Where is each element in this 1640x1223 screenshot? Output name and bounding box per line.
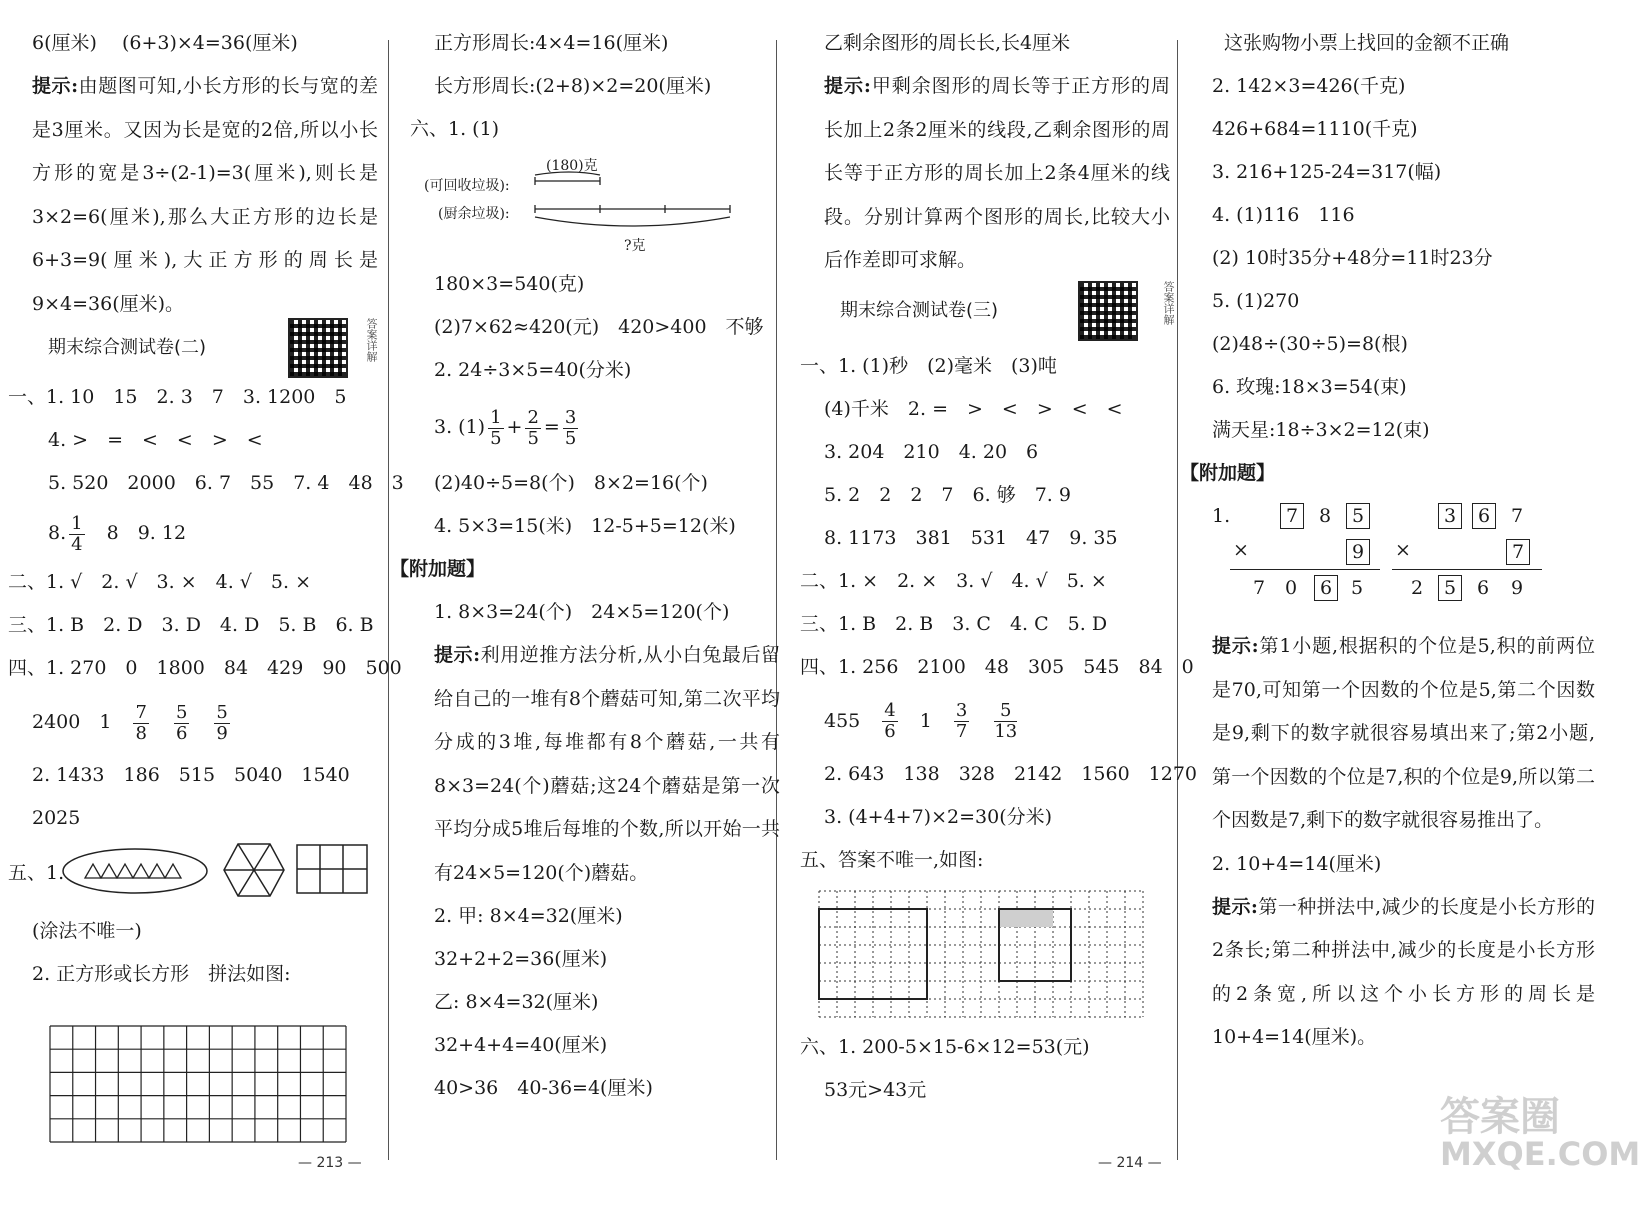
page-number-left: — 213 —: [298, 1155, 362, 1171]
fraction: $\frac{5}{6}$: [175, 701, 188, 744]
hint-paragraph: 提示:利用逆推方法分析,从小白兔最后留给自己的一堆有8个蘑菇可知,第二次平均分成的3堆,每堆都有8个蘑菇,一共有8×3=24(个)蘑菇;这24个蘑菇是第一次平均分成5堆后每堆的个数,所以开始一共有24×5=120(个)蘑菇。: [434, 644, 780, 884]
diagram-label-top: (180)克: [546, 158, 598, 174]
section-heading: 【附加题】: [1180, 462, 1276, 484]
grid-rectangle-figure: [296, 844, 368, 896]
test-section-header: [800, 280, 1175, 345]
answer-line: 三、1. B 2. D 3. D 4. D 5. B 6. B: [8, 614, 374, 636]
multiplication-puzzle-1: 7 8 5 × 9 7 0 6 5: [1230, 503, 1390, 623]
answer-line: 8. 1173 381 531 47 9. 35: [824, 526, 1118, 549]
answer-line: 乙剩余图形的周长长,长4厘米: [824, 32, 1071, 54]
answer-line: 2. 正方形或长方形 拼法如图:: [32, 963, 291, 985]
answer-line: 5. (1)270: [1212, 290, 1300, 312]
answer-line: 三、1. B 2. B 3. C 4. C 5. D: [800, 612, 1108, 635]
answer-line: (4)千米 2. = > < > < <: [824, 397, 1123, 420]
answer-line: 正方形周长:4×4=16(厘米): [434, 32, 669, 54]
fraction: $\frac{5}{9}$: [216, 701, 228, 744]
answer-line: 四、1. 270 0 1800 84 429 90 500: [8, 657, 402, 679]
hexagon-figure: [222, 840, 286, 900]
answer-line: 3. 204 210 4. 20 6: [824, 440, 1039, 463]
answer-line: 一、1. 10 15 2. 3 7 3. 1200 5: [8, 386, 347, 408]
fraction: $\frac{2}{5}$: [527, 406, 539, 449]
oval-triangles-figure: [60, 846, 210, 896]
answer-line: 40>36 40-36=4(厘米): [434, 1077, 653, 1099]
test-title: 期末综合测试卷(三): [840, 299, 999, 321]
fraction: $\frac{5}{13}$: [994, 700, 1018, 742]
answer-line: 2. 甲: 8×4=32(厘米): [434, 905, 623, 927]
answer-line: 5. 2 2 2 7 6. 够 7. 9: [824, 483, 1071, 506]
answer-line: 6. 玫瑰:18×3=54(束): [1212, 376, 1407, 398]
answer-line: 32+2+2=36(厘米): [434, 948, 608, 970]
watermark-url: MXQE.COM: [1440, 1135, 1640, 1173]
hint-paragraph: 提示:第一种拼法中,减少的长度是小长方形的2条长;第二种拼法中,减少的长度是小长方形的2条宽,所以这个小长方形的周长是10+4=14(厘米)。: [1212, 895, 1596, 1048]
multiplication-puzzle-2: 3 6 7 × 7 2 5 6 9: [1392, 503, 1552, 623]
answer-line: 四、1. 256 2100 48 305 545 84 0: [800, 655, 1194, 678]
column-4: [1180, 22, 1596, 1060]
dot-grid-figure: [816, 888, 1146, 1020]
hint-paragraph: 提示:第1小题,根据积的个位是5,积的前两位是70,可知第一个因数的个位是5,第二个因数是9,剩下的数字就很容易填出来了;第2小题,第一个因数的个位是7,积的个位是9,所以第二个因数是7,剩下的数字就很容易推出了。: [1212, 635, 1595, 831]
answer-line: 2025: [32, 807, 81, 829]
answer-line: 180×3=540(克): [434, 273, 585, 295]
answer-line: 8. $\frac{1}{4}$ 8 9. 12: [48, 512, 187, 555]
hint-paragraph: 提示:甲剩余图形的周长等于正方形的周长加上2条2厘米的线段,乙剩余图形的周长等于正方形的周长加上2条4厘米的线段。分别计算两个图形的周长,比较大小后作差即可求解。: [824, 75, 1170, 271]
hint-text: 由题图可知,小长方形的长与宽的差是3厘米。又因为长是宽的2倍,所以小长方形的宽是3÷(2-1)=3(厘米),则长是3×2=6(厘米),那么大正方形的边长是6+3=9(厘米),大正方形的周长是9×4=36(厘米)。: [32, 75, 378, 315]
qr-code-icon: [288, 318, 348, 378]
answer-line: 3. (1) $\frac{1}{5}$ + $\frac{2}{5}$ = $\frac{3}{5}$: [434, 406, 577, 449]
answer-line: (2) 10时35分+48分=11时23分: [1212, 247, 1493, 269]
answer-line: 4. (1)116 116: [1212, 204, 1355, 226]
answer-line: 长方形周长:(2+8)×2=20(厘米): [434, 75, 712, 97]
answer-line: (涂法不唯一): [32, 920, 142, 942]
multiplication-puzzles: 1. 7 8 5 × 9 7 0 6 5 3 6 7 × 7 2 5 6 9: [1200, 495, 1595, 625]
fraction: $\frac{7}{8}$: [135, 701, 147, 744]
test-section-header: [8, 318, 378, 376]
answer-line: 这张购物小票上找回的金额不正确: [1224, 32, 1510, 54]
answer-line: 五、答案不唯一,如图:: [800, 848, 984, 871]
diagram-label-kitchen: (厨余垃圾):: [438, 206, 510, 222]
answer-line: 3. 216+125-24=317(幅): [1212, 161, 1442, 183]
column-3: [800, 22, 1198, 1112]
section-heading: 【附加题】: [390, 558, 486, 580]
qr-label: 答案详解: [1162, 280, 1175, 325]
answer-line: 6(厘米) (6+3)×4=36(厘米): [32, 32, 298, 54]
answer-line: 六、1. (1): [410, 118, 500, 140]
answer-line: 3. (4+4+7)×2=30(分米): [824, 805, 1053, 828]
shapes-row: 五、1.: [8, 840, 378, 910]
diagram-label-recyclable: (可回收垃圾):: [424, 178, 510, 194]
answer-line: 5. 520 2000 6. 7 55 7. 4 48 3: [48, 472, 404, 494]
fraction: $\frac{4}{6}$: [884, 700, 896, 742]
bar-diagram: [410, 151, 780, 263]
answer-line: 一、1. (1)秒 (2)毫米 (3)吨: [800, 354, 1057, 377]
watermark-logo: 答案圈: [1440, 1094, 1560, 1140]
answer-line: 乙: 8×4=32(厘米): [434, 991, 599, 1013]
answer-line: 4. > = < < > <: [48, 429, 263, 451]
answer-line: (2)40÷5=8(个) 8×2=16(个): [434, 472, 708, 494]
page-number-right: — 214 —: [1098, 1155, 1162, 1171]
answer-line: (2)7×62≈420(元) 420>400 不够: [434, 316, 764, 338]
qr-label: 答案详解: [365, 318, 378, 362]
answer-line: 二、1. √ 2. √ 3. × 4. √ 5. ×: [8, 571, 311, 593]
answer-line: 455 $\frac{4}{6}$ 1 $\frac{3}{7}$ $\frac{5}{13}$: [824, 700, 1018, 742]
column-divider: [388, 40, 389, 1160]
qr-code-icon: [1078, 281, 1138, 341]
answer-line: 满天星:18÷3×2=12(束): [1212, 419, 1430, 441]
fraction: $\frac{3}{7}$: [955, 700, 968, 742]
column-1: [8, 22, 404, 996]
answer-line: 二、1. × 2. × 3. √ 4. √ 5. ×: [800, 569, 1107, 592]
fraction: $\frac{1}{4}$: [71, 512, 83, 555]
answer-line: 2. 643 138 328 2142 1560 1270: [824, 762, 1198, 785]
fraction: $\frac{3}{5}$: [564, 406, 577, 449]
answer-line: 六、1. 200-5×15-6×12=53(元): [800, 1035, 1090, 1058]
answer-line: 53元>43元: [824, 1078, 927, 1101]
answer-line: 2. 10+4=14(厘米): [1212, 852, 1382, 875]
diagram-label-question: ?克: [624, 238, 646, 254]
answer-line: 426+684=1110(千克): [1212, 118, 1418, 140]
answer-line: 2. 24÷3×5=40(分米): [434, 359, 632, 381]
hint-label: 提示:: [32, 75, 79, 97]
answer-line: 2400 1 $\frac{7}{8}$ $\frac{5}{6}$ $\frac{5}{9}$: [32, 701, 228, 744]
answer-line: (2)48÷(30÷5)=8(根): [1212, 333, 1408, 355]
column-2: [390, 22, 780, 1110]
test-title: 期末综合测试卷(二): [48, 337, 207, 358]
answer-line: 1. 8×3=24(个) 24×5=120(个): [434, 601, 730, 623]
fraction: $\frac{1}{5}$: [490, 406, 502, 449]
answer-line: 2. 142×3=426(千克): [1212, 75, 1406, 97]
hint-paragraph: [8, 65, 378, 326]
answer-line: 4. 5×3=15(米) 12-5+5=12(米): [434, 515, 736, 537]
column-divider: [1177, 40, 1178, 1160]
answer-line: 32+4+4=40(厘米): [434, 1034, 608, 1056]
answer-line: 2. 1433 186 515 5040 1540: [32, 764, 350, 786]
grid-figure: [48, 1024, 348, 1144]
diagram-lines: [410, 151, 770, 263]
